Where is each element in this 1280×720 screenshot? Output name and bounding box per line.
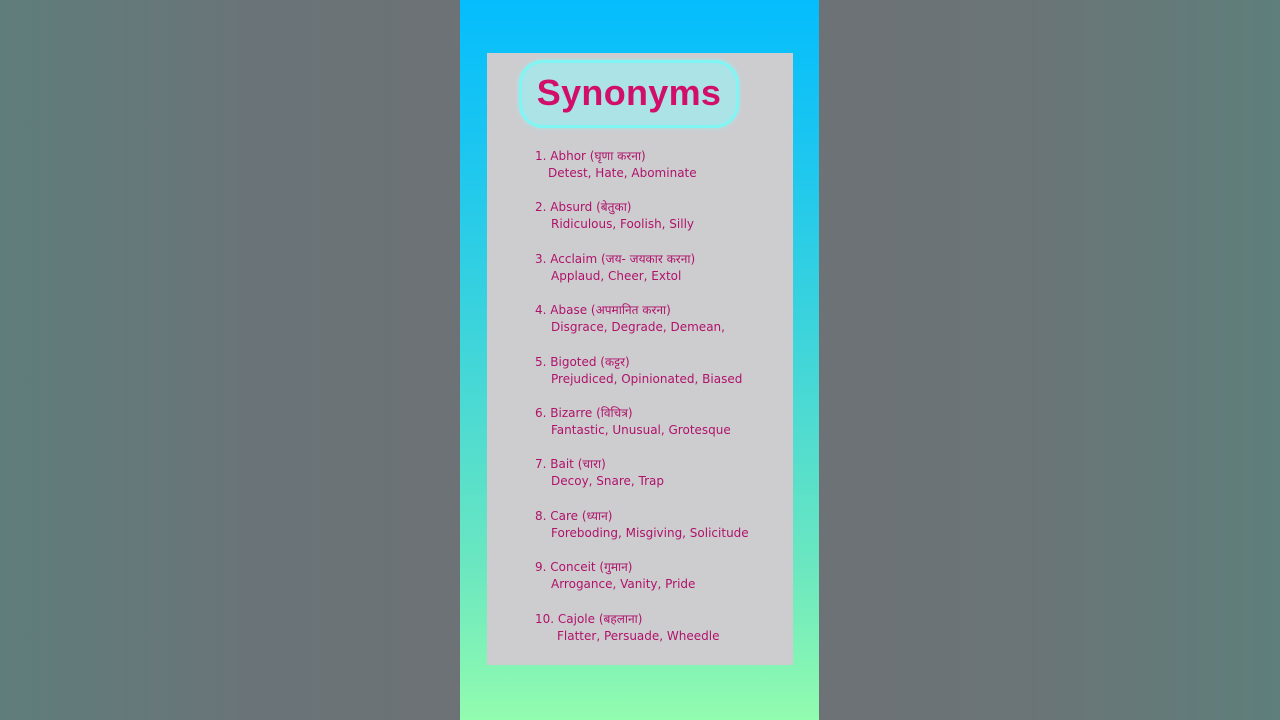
list-item [535,354,787,405]
word-heading: 3. Acclaim (जय- जयकार करना) [535,251,696,266]
list-item [535,148,787,199]
word-heading: 1. Abhor (घृणा करना) [535,149,646,163]
list-item [535,302,787,353]
word-heading: 10. Cajole (बहलाना) [535,611,643,626]
video-frame[interactable] [460,0,819,720]
word-synonyms: Arrogance, Vanity, Pride [551,577,696,592]
list-item [535,405,787,456]
word-heading: 7. Bait (चारा) [535,457,606,472]
word-synonyms: Fantastic, Unusual, Grotesque [551,422,731,437]
word-heading: 2. Absurd (बेतुका) [535,200,632,215]
synonym-list [535,148,787,662]
word-synonyms: Foreboding, Misgiving, Solicitude [551,525,749,540]
list-item [535,508,787,559]
list-item [535,559,787,610]
word-heading: 6. Bizarre (विचित्र) [535,405,633,420]
word-synonyms: Prejudiced, Opinionated, Biased [551,371,743,386]
list-item [535,251,787,302]
synonyms-card [487,53,793,665]
page-title: Synonyms [536,72,722,113]
word-synonyms: Disgrace, Degrade, Demean, [551,320,725,335]
word-synonyms: Detest, Hate, Abominate [548,166,697,180]
word-synonyms: Flatter, Persuade, Wheedle [557,628,720,643]
title-badge [519,60,739,128]
word-heading: 9. Conceit (गुमान) [535,560,633,575]
list-item [535,456,787,507]
word-synonyms: Applaud, Cheer, Extol [551,268,682,283]
word-heading: 5. Bigoted (कट्टर) [535,354,630,369]
word-synonyms: Ridiculous, Foolish, Silly [551,217,695,232]
word-heading: 4. Abase (अपमानित करना) [535,303,671,318]
word-heading: 8. Care (ध्यान) [535,508,613,523]
list-item [535,611,787,662]
word-synonyms: Decoy, Snare, Trap [551,474,665,489]
list-item [535,199,787,250]
